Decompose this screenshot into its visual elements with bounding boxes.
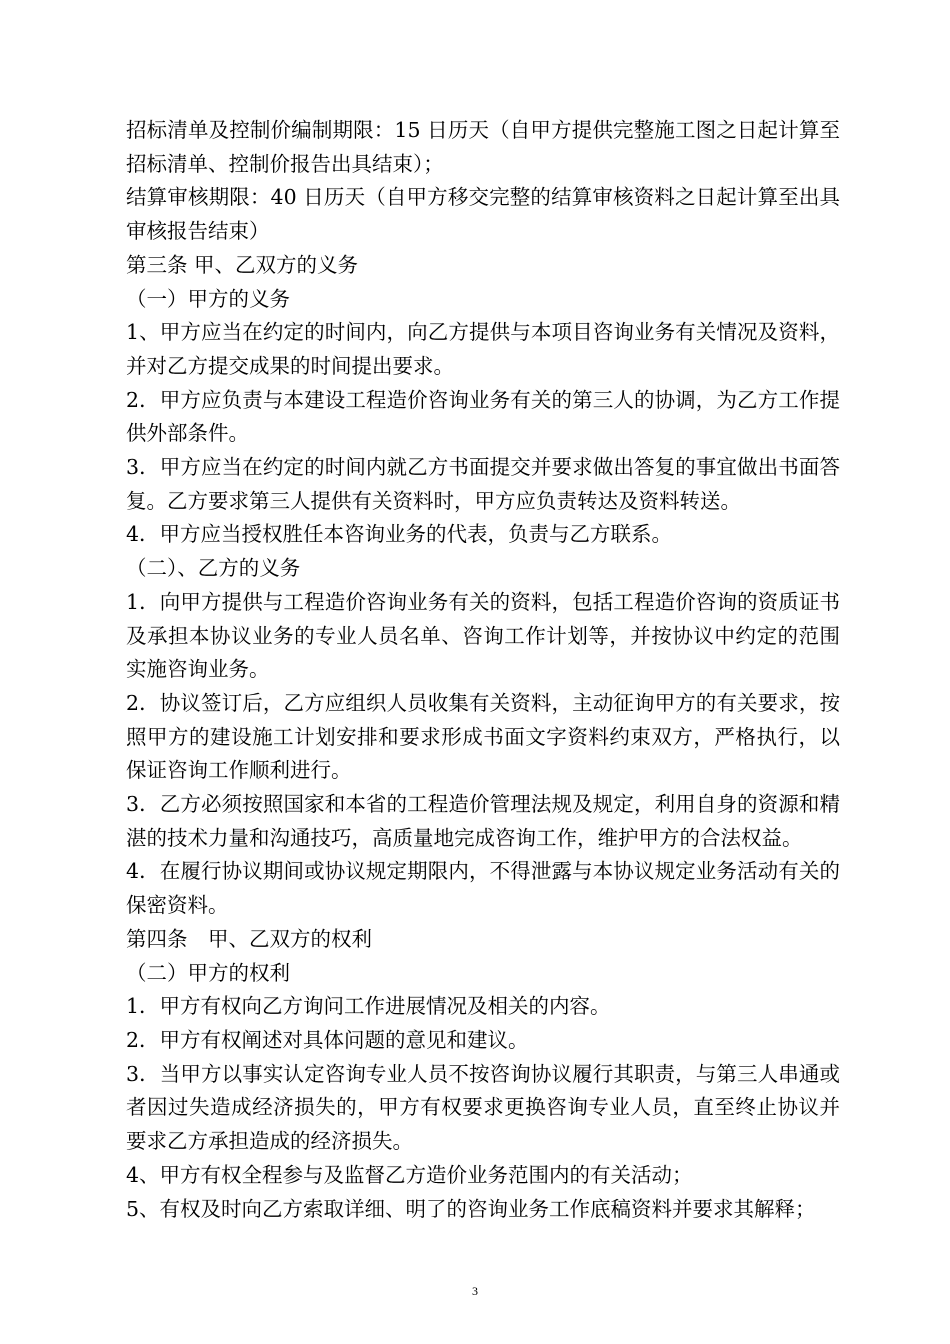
section-party-a-rights-heading: （二）甲方的权利 [126,960,290,985]
party-a-right-1: 1．甲方有权向乙方询问工作进展情况及相关的内容。 [126,994,611,1019]
article-3-heading: 第三条 甲、乙双方的义务 [126,252,359,277]
document-body [126,114,840,1226]
page-number: 3 [472,1284,478,1298]
party-b-obligation-1: 1．向甲方提供与工程造价咨询业务有关的资料，包括工程造价咨询的资质证书及承担本协议业务的专业人员名单、咨询工作计划等，并按协议中约定的范围实施咨询业务。 [126,589,840,682]
party-a-obligation-2: 2．甲方应负责与本建设工程造价咨询业务有关的第三人的协调，为乙方工作提供外部条件。 [126,387,840,446]
party-a-right-2: 2．甲方有权阐述对具体问题的意见和建议。 [126,1027,529,1052]
paragraph-bid-list-deadline: 招标清单及控制价编制期限：15 日历天（自甲方提供完整施工图之日起计算至招标清单、控制价报告出具结束）； [126,118,840,176]
party-b-obligation-2: 2．协议签订后，乙方应组织人员收集有关资料，主动征询甲方的有关要求，按照甲方的建设施工计划安排和要求形成书面文字资料约束双方，严格执行，以保证咨询工作顺利进行。 [126,690,840,783]
paragraph-settlement-deadline: 结算审核期限：40 日历天（自甲方移交完整的结算审核资料之日起计算至出具审核报告结束） [126,185,840,244]
section-party-a-obligations-heading: （一）甲方的义务 [126,286,290,311]
party-a-right-4: 4、甲方有权全程参与及监督乙方造价业务范围内的有关活动； [126,1162,693,1187]
party-b-obligation-4: 4．在履行协议期间或协议规定期限内，不得泄露与本协议规定业务活动有关的保密资料。 [126,859,840,918]
party-a-obligation-4: 4．甲方应当授权胜任本咨询业务的代表，负责与乙方联系。 [126,522,673,547]
party-a-obligation-3: 3．甲方应当在约定的时间内就乙方书面提交并要求做出答复的事宜做出书面答复。乙方要求第三人提供有关资料时，甲方应负责转达及资料转送。 [126,455,840,513]
party-a-right-3: 3．当甲方以事实认定咨询专业人员不按咨询协议履行其职责，与第三人串通或者因过失造成经济损失的，甲方有权要求更换咨询专业人员，直至终止协议并要求乙方承担造成的经济损失。 [126,1061,840,1154]
party-a-obligation-1: 1、甲方应当在约定的时间内，向乙方提供与本项目咨询业务有关情况及资料，并对乙方提交成果的时间提出要求。 [126,320,840,378]
article-4-heading: 第四条 甲、乙双方的权利 [126,926,372,951]
party-a-right-5: 5、有权及时向乙方索取详细、明了的咨询业务工作底稿资料并要求其解释； [126,1196,816,1221]
section-party-b-obligations-heading: （二）、乙方的义务 [126,556,301,581]
party-b-obligation-3: 3．乙方必须按照国家和本省的工程造价管理法规及规定，利用自身的资源和精湛的技术力量和沟通技巧，高质量地完成咨询工作，维护甲方的合法权益。 [126,792,840,850]
